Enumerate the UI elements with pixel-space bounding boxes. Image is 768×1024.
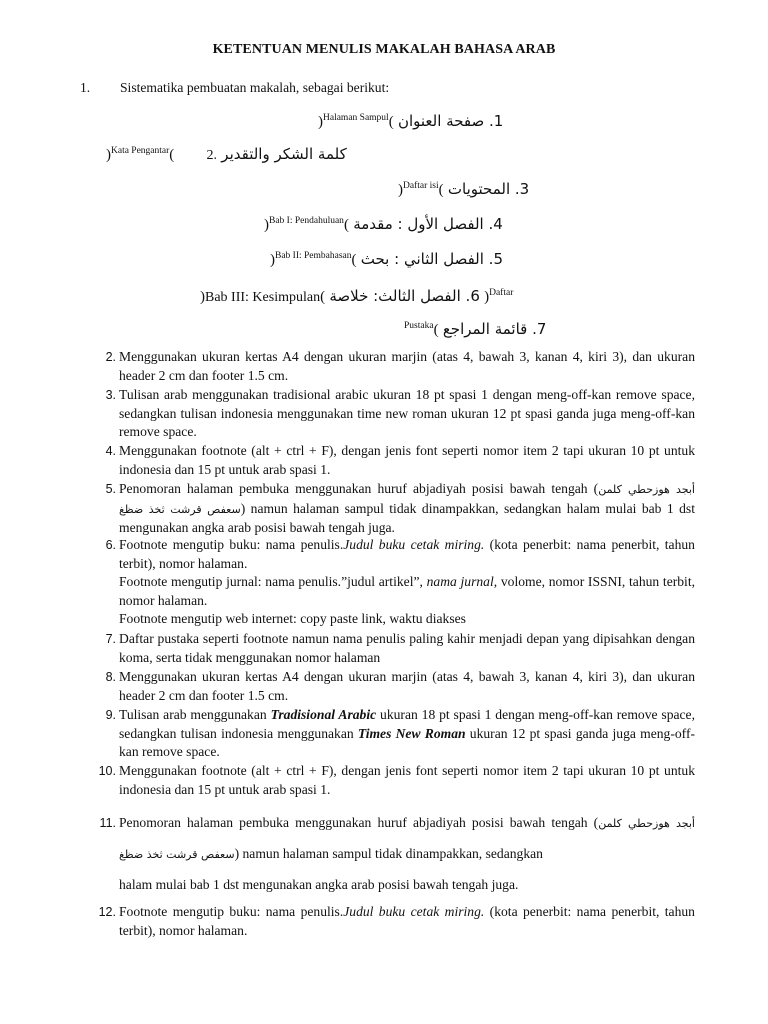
item-number: 4.	[105, 444, 116, 458]
outline-arabic: كلمة الشكر والتقدير	[221, 145, 347, 163]
list-item	[92, 668, 695, 705]
outline-label: Kata Pengantar	[111, 146, 170, 156]
item-text	[119, 536, 695, 629]
document-title: KETENTUAN MENULIS MAKALAH BAHASA ARAB	[212, 42, 556, 57]
outline-line-4: )$^{Bab I: Pendahuluan}$( 4. الفصل الأول : مقدمة	[264, 215, 503, 233]
item-number: 8.	[105, 670, 116, 684]
item-number: 12.	[98, 905, 116, 919]
outline-arabic: 6. الفصل الثالث: خلاصة	[329, 287, 480, 305]
intro-number: 1.	[80, 80, 91, 95]
outline-arabic: 7. قائمة المراجع	[442, 320, 547, 338]
outline-label: Daftar isi	[403, 181, 439, 191]
item-text: Menggunakan ukuran kertas A4 dengan ukuran marjin (atas 4, bawah 3, kanan 4, kiri 3), dan ukuran header 2 cm dan footer 1.5 cm.	[119, 669, 695, 703]
abjadiyah-arabic: أبجد هوزحطي كلمن سعفص قرشت ثخذ ضظغ	[119, 483, 695, 516]
outline-arabic: 1. صفحة العنوان	[397, 112, 504, 130]
item-text: Menggunakan ukuran kertas A4 dengan ukuran marjin (atas 4, bawah 3, kanan 4, kiri 3), dan ukuran header 2 cm dan footer 1.5 cm.	[119, 349, 695, 383]
outline-line-7: $^{Pustaka}$( 7. قائمة المراجع	[404, 320, 547, 338]
item-number: 11.	[99, 816, 116, 830]
outline-line-1: )$^{Halaman Sampul}$( 1. صفحة العنوان	[318, 112, 504, 130]
outline-line-2: )$^{Kata Pengantar}$( كلمة الشكر والتقدير .2	[106, 145, 347, 163]
item-text: Tulisan arab menggunakan Tradisional Arabic ukuran 18 pt spasi 1 dengan meng-off-kan remove space, sedangkan tulisan indonesia menggunakan Times New Roman ukuran 12 pt spasi ganda juga meng-off-kan remove space.	[119, 707, 695, 759]
list-item	[92, 442, 695, 479]
outline-number: .2	[206, 148, 218, 163]
outline-label: Halaman Sampul	[323, 113, 389, 123]
item-number: 3.	[105, 388, 116, 402]
item-text: Daftar pustaka seperti footnote namun nama penulis paling kahir menjadi depan yang dipisahkan dengan koma, serta tidak menggunakan nomor halaman	[119, 631, 695, 665]
intro-text: Sistematika pembuatan makalah, sebagai berikut:	[120, 80, 390, 95]
list-item	[92, 706, 695, 762]
item-number: 7.	[105, 632, 116, 646]
list-item	[92, 386, 695, 442]
item-text: Penomoran halaman pembuka menggunakan huruf abjadiyah posisi bawah tengah (أبجد هوزحطي كلمن سعفص قرشت ثخذ ضظغ) namun halaman sampul tidak dinampakkan, sedangkan halam mulai bab 1 dst mengunakan angka arab posisi bawah tengah juga.	[119, 815, 695, 892]
list-item	[92, 480, 695, 538]
outline-label-after: Daftar	[489, 288, 514, 298]
item-number: 6.	[105, 538, 116, 552]
list-item	[92, 536, 695, 629]
outline-label: Bab II: Pembahasan	[275, 251, 352, 261]
list-item	[92, 762, 695, 799]
outline-line-5: )$^{Bab II: Pembahasan}$( 5. الفصل الثاني : بحث	[270, 250, 503, 268]
item-number: 2.	[105, 350, 116, 364]
footnote-web: Footnote mengutip web internet: copy paste link, waktu diakses	[119, 611, 466, 626]
footnote-book: Footnote mengutip buku: nama penulis.Judul buku cetak miring. (kota penerbit: nama penerbit, tahun terbit), nomor halaman.	[119, 537, 695, 571]
list-item	[92, 348, 695, 385]
item-text: Menggunakan footnote (alt + ctrl + F), dengan jenis font seperti nomor item 2 tapi ukuran 10 pt untuk indonesia dan 15 pt untuk arab spasi 1.	[119, 763, 695, 797]
outline-label: Pustaka	[404, 321, 434, 331]
outline-arabic: 4. الفصل الأول : مقدمة	[353, 215, 503, 233]
outline-arabic: 5. الفصل الثاني : بحث	[360, 250, 503, 268]
outline-arabic: 3. المحتويات	[447, 180, 530, 198]
item-number: 5.	[105, 482, 116, 496]
footnote-journal: Footnote mengutip jurnal: nama penulis.”judul artikel”, nama jurnal, volome, nomor ISSNI, tahun terbit, nomor halaman.	[119, 574, 696, 608]
abjadiyah-arabic: أبجد هوزحطي كلمن سعفص قرشت ثخذ ضظغ	[119, 817, 695, 861]
item-number: 10.	[98, 764, 116, 778]
outline-line-6: )Bab III: Kesimpulan( 6. الفصل الثالث: خلاصة )$^{Daftar}$	[200, 287, 514, 305]
item-text: Footnote mengutip buku: nama penulis.Judul buku cetak miring. (kota penerbit: nama penerbit, tahun terbit), nomor halaman.	[119, 904, 695, 938]
outline-label: Bab I: Pendahuluan	[269, 216, 344, 226]
item-text: Tulisan arab menggunakan tradisional arabic ukuran 18 pt spasi 1 dengan meng-off-kan remove space, sedangkan tulisan indonesia menggunakan time new roman ukuran 12 pt spasi ganda juga meng-off-kan remove space.	[119, 387, 695, 439]
item-number: 9.	[105, 708, 116, 722]
outline-label: Bab III: Kesimpulan	[205, 290, 321, 305]
item-text: Penomoran halaman pembuka menggunakan huruf abjadiyah posisi bawah tengah (أبجد هوزحطي كلمن سعفص قرشت ثخذ ضظغ) namun halaman sampul tidak dinampakkan, sedangkan halam mulai bab 1 dst mengunakan angka arab posisi bawah tengah juga.	[119, 481, 695, 535]
list-item	[92, 903, 695, 940]
list-item	[92, 630, 695, 667]
list-item	[92, 808, 695, 900]
item-text: Menggunakan footnote (alt + ctrl + F), dengan jenis font seperti nomor item 2 tapi ukuran 10 pt untuk indonesia dan 15 pt untuk arab spasi 1.	[119, 443, 695, 477]
outline-line-3: )$^{Daftar isi}$( 3. المحتويات	[398, 180, 530, 198]
